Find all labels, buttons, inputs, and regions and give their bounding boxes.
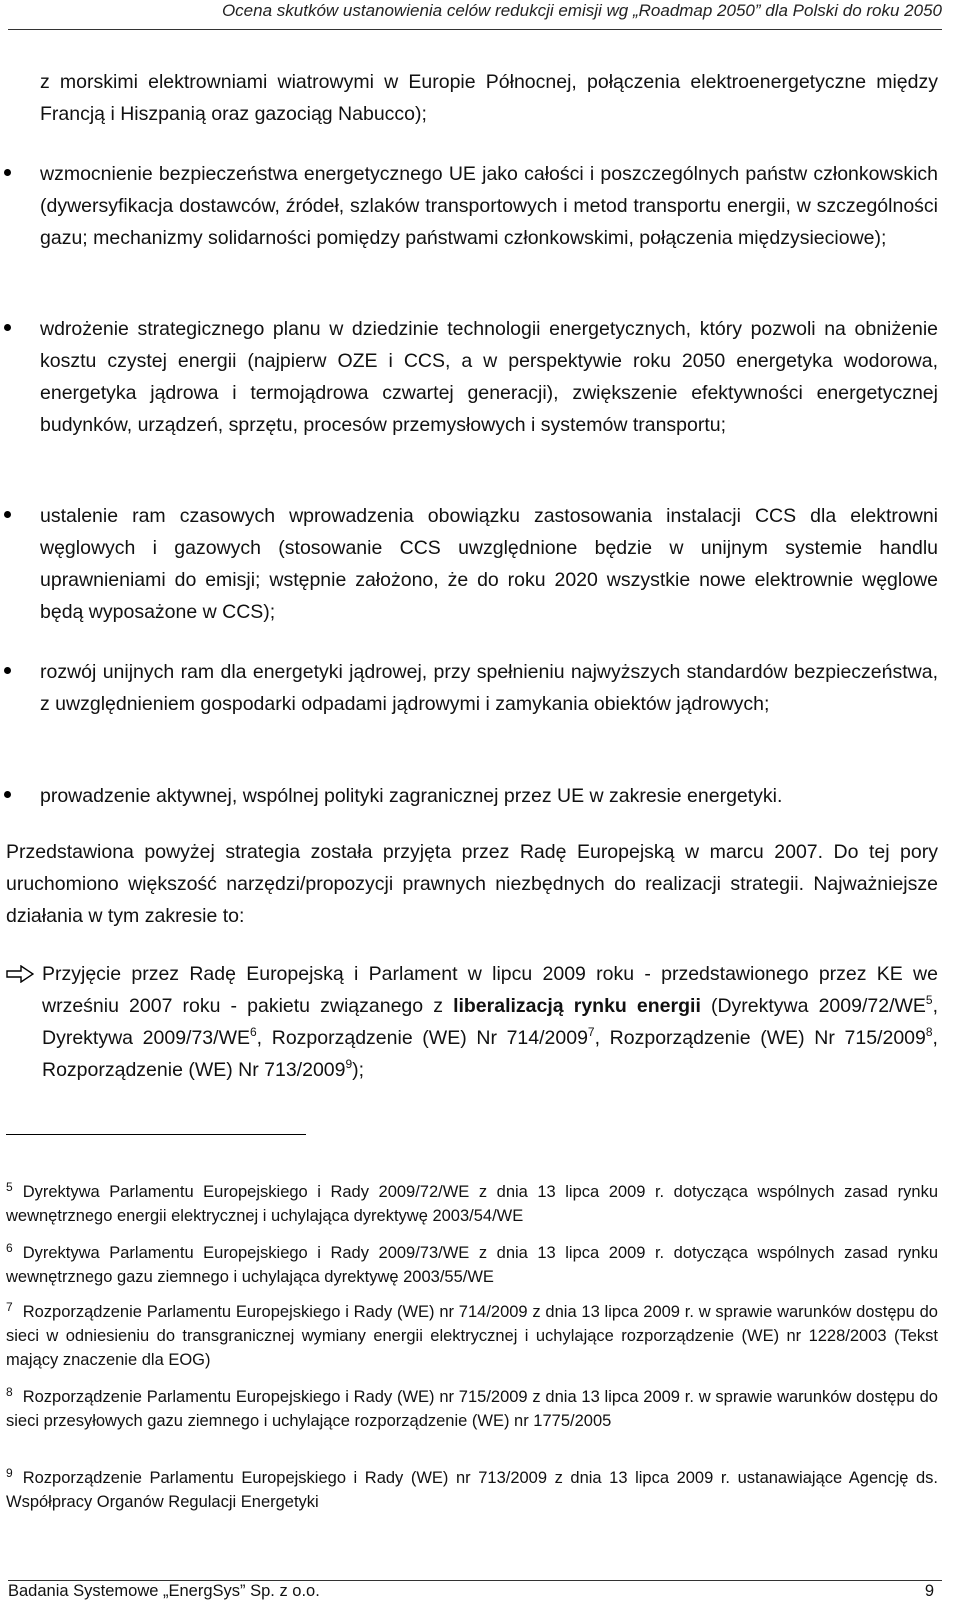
footnote-text: Rozporządzenie Parlamentu Europejskiego i Rady (WE) nr 714/2009 z dnia 13 lipca 2009 r. w sprawie warunków dostępu do sieci w odniesieniu do transgranicznej wymiany energii elektrycznej i uchylające rozporządzenie (WE) nr 1228/2003 (Tekst mający znaczenie dla EOG) — [6, 1303, 938, 1369]
footnote — [6, 1175, 938, 1228]
footnote-text: Rozporządzenie Parlamentu Europejskiego i Rady (WE) nr 713/2009 z dnia 13 lipca 2009 r. ustanawiające Agencję ds. Współpracy Organów Regulacji Energetyki — [6, 1469, 938, 1511]
bullet-dot-icon — [4, 324, 14, 334]
footnote — [6, 1295, 938, 1372]
bullet-dot-icon — [4, 511, 14, 521]
footnote-ref[interactable]: 5 — [925, 993, 933, 1007]
page-header — [0, 0, 942, 30]
footnote — [6, 1380, 938, 1433]
footnote-ref[interactable]: 9 — [345, 1057, 353, 1071]
emphasis-text: liberalizacją rynku energii — [453, 995, 701, 1017]
footnote — [6, 1236, 938, 1289]
footnote-ref[interactable]: 8 — [925, 1025, 933, 1039]
footnote-ref[interactable]: 6 — [249, 1025, 257, 1039]
footer-company: Badania Systemowe „EnergSys” Sp. z o.o. — [8, 1582, 320, 1600]
bullet-item: prowadzenie aktywnej, wspólnej polityki zagranicznej przez UE w zakresie energetyki. — [40, 785, 783, 807]
footnote-text: Dyrektywa Parlamentu Europejskiego i Rady 2009/72/WE z dnia 13 lipca 2009 r. dotycząca wspólnych zasad rynku wewnętrznego energii elektrycznej i uchylająca dyrektywę 2003/54/WE — [6, 1183, 938, 1225]
footnote-number: 9 — [6, 1466, 13, 1480]
continuation-text: z morskimi elektrowniami wiatrowymi w Europie Północnej, połączenia elektroenergetyczne między Francją i Hiszpanią oraz gazociąg Nabucco); — [40, 71, 938, 125]
bullet-item: wzmocnienie bezpieczeństwa energetycznego UE jako całości i poszczególnych państw członkowskich (dywersyfikacja dostawców, źródeł, szlaków transportowych i metod transportu energii, w szczególności gazu; mechanizmy solidarności pomiędzy państwami członkowskimi, połączenia międzysieciowe); — [40, 163, 938, 249]
bullet-item: ustalenie ram czasowych wprowadzenia obowiązku zastosowania instalacji CCS dla elektrowni węglowych i gazowych (stosowanie CCS uwzględnione będzie w unijnym systemie handlu uprawnieniami do emisji; wstępnie założono, że do roku 2020 wszystkie nowe elektrownie węglowe będą wyposażone w CCS); — [40, 505, 938, 623]
footnote-text: Rozporządzenie Parlamentu Europejskiego i Rady (WE) nr 715/2009 z dnia 13 lipca 2009 r. w sprawie warunków dostępu do sieci przesyłowych gazu ziemnego i uchylające rozporządzenie (WE) nr 1775/2005 — [6, 1388, 938, 1430]
footnote-separator — [6, 1134, 306, 1135]
bullet-item: rozwój unijnych ram dla energetyki jądrowej, przy spełnieniu najwyższych standardów bezpieczeństwa, z uwzględnieniem gospodarki odpadami jądrowymi i zamykania obiektów jądrowych; — [40, 661, 938, 715]
footnote-number: 7 — [6, 1300, 13, 1314]
bullet-dot-icon — [4, 791, 14, 801]
footnote-ref[interactable]: 7 — [587, 1025, 595, 1039]
footnote-text: Dyrektywa Parlamentu Europejskiego i Rady 2009/73/WE z dnia 13 lipca 2009 r. dotycząca wspólnych zasad rynku wewnętrznego gazu ziemnego i uchylająca dyrektywę 2003/55/WE — [6, 1244, 938, 1286]
footnote-number: 5 — [6, 1180, 13, 1194]
footnote — [6, 1461, 938, 1514]
arrow-list-item: Przyjęcie przez Radę Europejską i Parlament w lipcu 2009 roku - przedstawionego przez KE we wrześniu 2007 roku - pakietu związanego z liberalizacją rynku energii (Dyrektywa $2009/72/WE^5$, Dyrektywa $2009/73/WE^6$, Rozporządzenie (WE) Nr 714/2009$^7$, Rozporządzenie (WE) Nr 715/2009$^8$, Rozporządzenie (WE) Nr 713/2009$^9$); — [42, 963, 939, 1081]
header-divider — [8, 29, 942, 30]
bullet-dot-icon — [4, 667, 14, 677]
bullet-item: wdrożenie strategicznego planu w dziedzinie technologii energetycznych, który pozwoli na obniżenie kosztu czystej energii (najpierw OZE i CCS, a w perspektywie roku 2050 energetyka wodorowa, energetyka jądrowa i termojądrowa czwartej generacji), zwiększenie efektywności energetycznej budynków, urządzeń, sprzętu, procesów przemysłowych i systemów transportu; — [40, 318, 938, 436]
header-title: Ocena skutków ustanowienia celów redukcji emisji wg „Roadmap 2050” dla Polski do roku 2050 — [221, 1, 942, 20]
page-number: 9 — [924, 1582, 934, 1600]
summary-paragraph: Przedstawiona powyżej strategia została przyjęta przez Radę Europejską w marcu 2007. Do tej pory uruchomiono większość narzędzi/propozycji prawnych niezbędnych do realizacji strategii. Najważniejsze działania w tym zakresie to: — [6, 841, 938, 927]
footnote-number: 6 — [6, 1241, 13, 1255]
footnote-number: 8 — [6, 1385, 13, 1399]
hollow-arrow-icon — [6, 965, 34, 983]
bullet-dot-icon — [4, 169, 14, 179]
